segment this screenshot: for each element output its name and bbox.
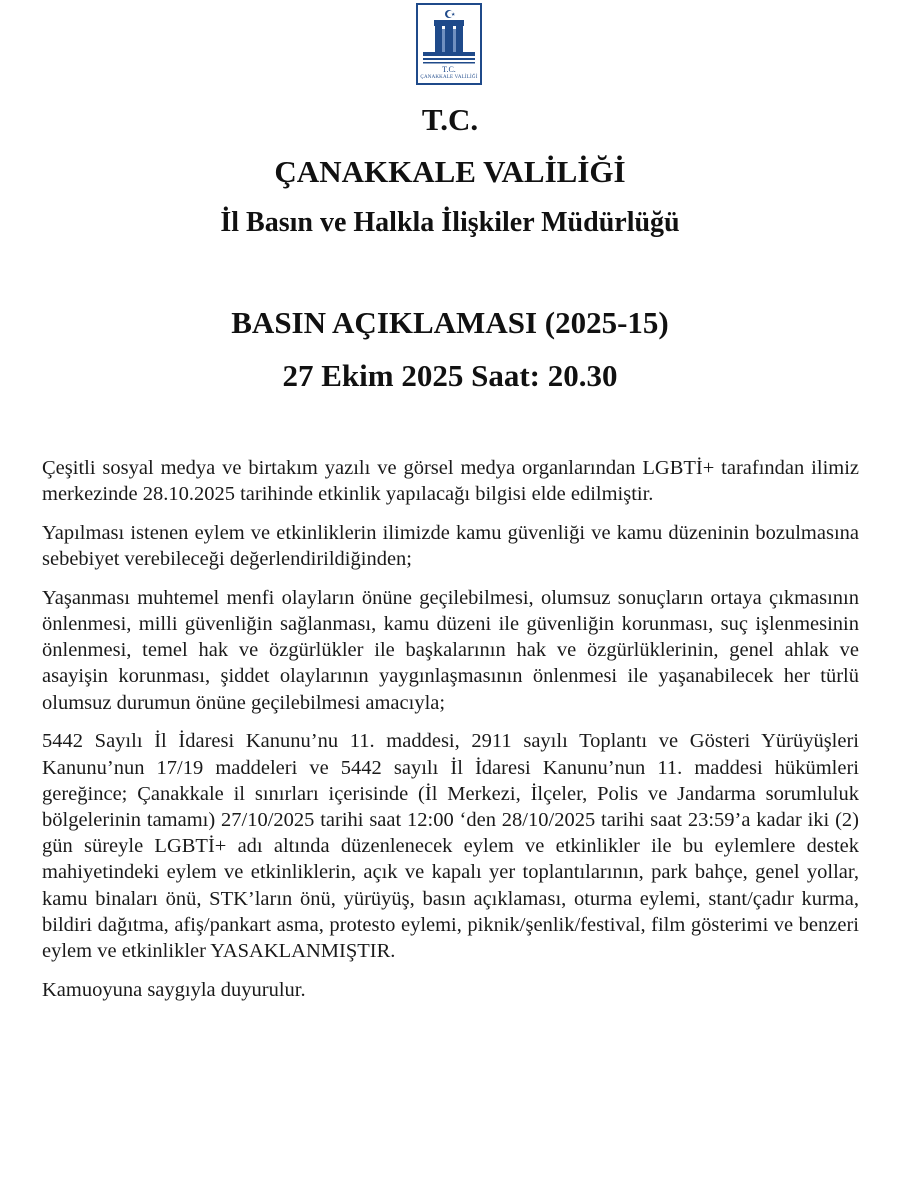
logo-caption-governorship: ÇANAKKALE VALİLİĞİ [420, 75, 478, 80]
header-department: İl Basın ve Halkla İlişkiler Müdürlüğü [220, 207, 680, 238]
logo-caption [418, 66, 480, 80]
body-paragraph-1: Çeşitli sosyal medya ve birtakım yazılı ve görsel medya organlarından LGBTİ+ tarafından ilimiz merkezinde 28.10.2025 tarihinde etkinlik yapılacağı bilgisi elde edilmiştir. [42, 457, 859, 506]
document-date-time: 27 Ekim 2025 Saat: 20.30 [282, 358, 618, 393]
header-tc: T.C. [421, 102, 479, 137]
document-body [42, 455, 859, 1015]
body-paragraph-closing: Kamuoyuna saygıyla duyurulur. [42, 978, 306, 1001]
body-paragraph-3: Yaşanması muhtemel menfi olayların önüne geçilebilmesi, olumsuz sonuçların ortaya çıkmasının önlenmesi, milli güvenliğin sağlanması, kamu düzeni ile güvenliğin korunması, suç işlenmesinin önlenmesi, temel hak ve özgürlükler ile başkalarının hak ve özgürlüklerinin, genel ahlak ve asayişin korunması, şiddet olaylarının yaygınlaşmasının önlenmesi ile yaşanabilecek her türlü olumsuz durumun önüne geçilebilmesi amacıyla; [42, 586, 859, 714]
governorship-logo [416, 3, 482, 85]
body-paragraph-4: 5442 Sayılı İl İdaresi Kanunu’nu 11. maddesi, 2911 sayılı Toplantı ve Gösteri Yürüyüşleri Kanunu’nun 17/19 maddeleri ve 5442 sayılı İl İdaresi Kanunu’nun 11. maddesi hükümleri gereğince; Çanakkale il sınırları içerisinde (İl Merkezi, İlçeler, Polis ve Jandarma sorumluluk bölgelerinin tamamı) 27/10/2025 tarihi saat 12:00 ‘den 28/10/2025 tarihi saat 23:59’a kadar iki (2) gün süreyle LGBTİ+ adı altında düzenlenecek eylem ve etkinlikler ile bu eylemlere destek mahiyetindeki eylem ve etkinliklerin, açık ve kapalı yer toplantılarının, park bahçe, genel yollar, kamu binaları önü, STK’ların önü, yürüyüş, basın açıklaması, oturma eylemi, stant/çadır kurma, bildiri dağıtma, afiş/pankart asma, protesto eylemi, piknik/şenlik/festival, film gösterimi ve benzeri eylem ve etkinlikler YASAKLANMIŞTIR. [42, 730, 859, 962]
body-paragraph-2: Yapılması istenen eylem ve etkinliklerin ilimizde kamu güvenliği ve kamu düzeninin bozulmasına sebebiyet verebileceği değerlendirildiğinden; [42, 521, 859, 571]
document-title: BASIN AÇIKLAMASI (2025-15) [231, 305, 669, 340]
header-governorship: ÇANAKKALE VALİLİĞİ [274, 154, 626, 189]
logo-caption-tc: T.C. [442, 65, 456, 74]
